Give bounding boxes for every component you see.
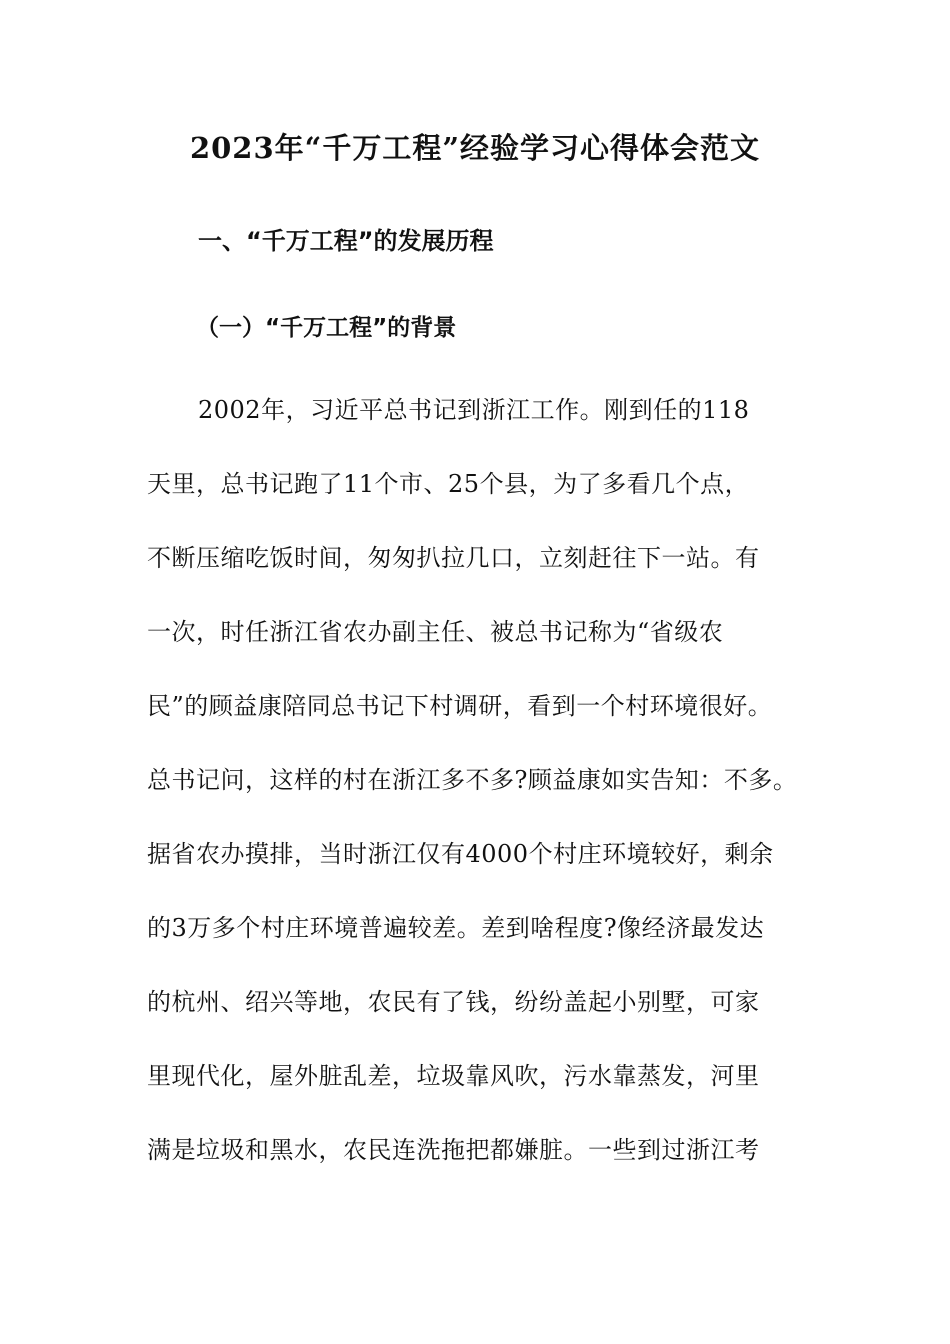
paragraph-line: 不断压缩吃饭时间，匆匆扒拉几口，立刻赶往下一站。有 — [147, 544, 760, 572]
section-heading: 一、“千万工程”的发展历程 — [198, 227, 494, 255]
paragraph-line: 一次，时任浙江省农办副主任、被总书记称为“省级农 — [147, 618, 724, 646]
paragraph-line: 总书记问，这样的村在浙江多不多?顾益康如实告知：不多。 — [147, 766, 798, 794]
paragraph-line: 的3万多个村庄环境普遍较差。差到啥程度?像经济最发达 — [147, 914, 765, 942]
paragraph-line: 2002年，习近平总书记到浙江工作。刚到任的118 — [198, 396, 750, 424]
paragraph-line: 天里，总书记跑了11个市、25个县，为了多看几个点， — [147, 470, 750, 498]
document-title: 2023年“千万工程”经验学习心得体会范文 — [189, 131, 761, 165]
paragraph-line: 民”的顾益康陪同总书记下村调研，看到一个村环境很好。 — [147, 692, 773, 720]
paragraph-line: 里现代化，屋外脏乱差，垃圾靠风吹，污水靠蒸发，河里 — [147, 1062, 760, 1090]
paragraph-line: 据省农办摸排，当时浙江仅有4000个村庄环境较好，剩余 — [147, 840, 774, 868]
paragraph-line: 满是垃圾和黑水，农民连洗拖把都嫌脏。一些到过浙江考 — [147, 1136, 760, 1164]
paragraph-line: 的杭州、绍兴等地，农民有了钱，纷纷盖起小别墅，可家 — [147, 988, 760, 1016]
subsection-heading: （一）“千万工程”的背景 — [196, 315, 457, 341]
